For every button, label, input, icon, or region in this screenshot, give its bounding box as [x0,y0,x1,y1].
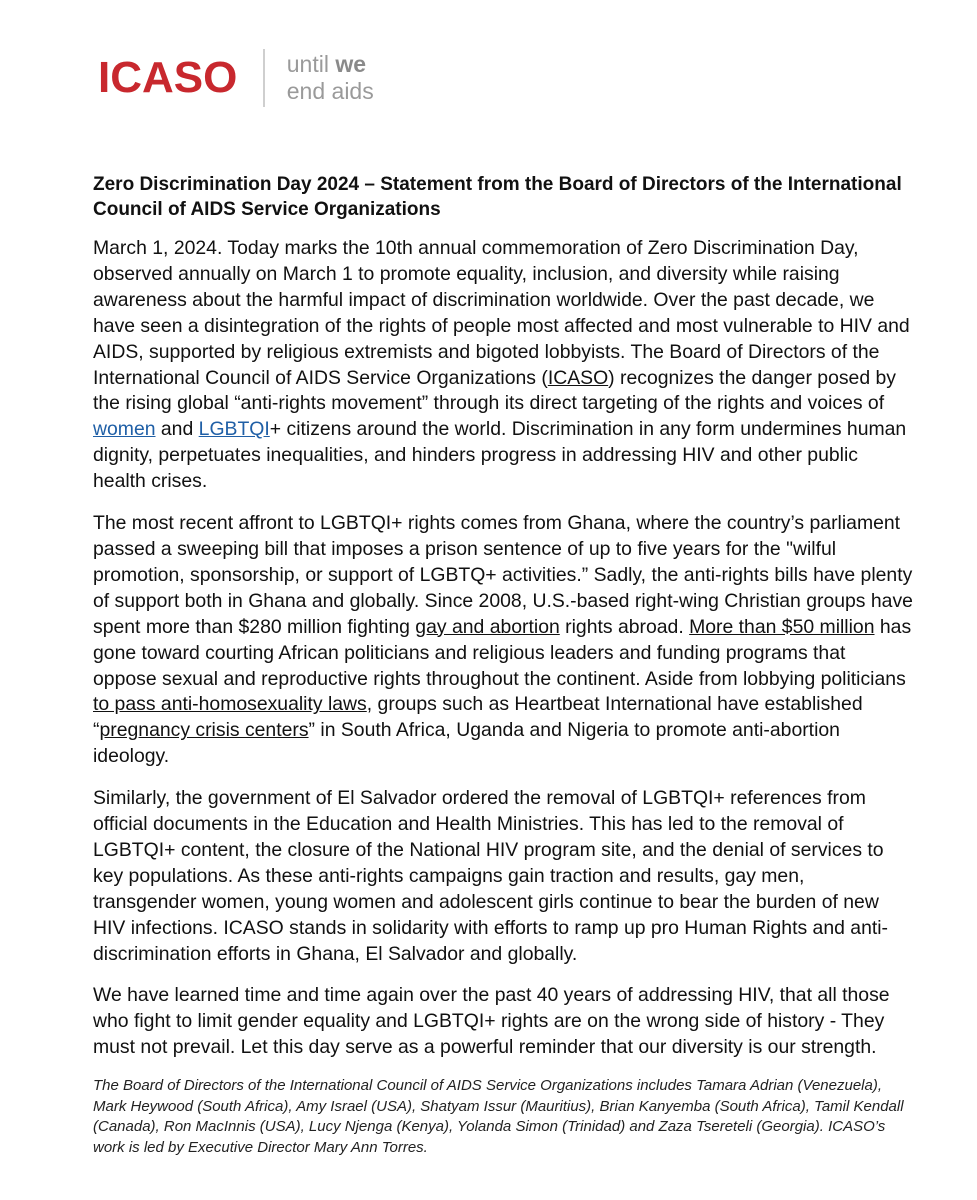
p1-text-2: ) recognizes the danger posed by the rising global “anti-rights movement” through its direct targeting of the rights and voices of [93,366,896,415]
p2-text-1: The most recent affront to LGBTQI+ rights comes from Ghana, where the country’s parliament passed a sweeping bill that imposes a prison sentence of up to five years for the "wilful promotion, sponsorship, or support of LGBTQ+ activities.” Sadly, the anti-rights bills have plenty of support both in Ghana and globally. Since 2008, U.S.-based right-wing Christian groups have spent more than $280 million fighting [93,512,913,638]
paragraph-2 [93,511,913,770]
logo-wordmark: ICASO [98,53,238,102]
link-gay-and-abortion[interactable]: gay and abortion [415,615,560,638]
icaso-logo [78,38,408,118]
paragraph-3: Similarly, the government of El Salvador ordered the removal of LGBTQI+ references from official documents in the Education and Health Ministries. This has led to the removal of LGBTQI+ content, the closure of the National HIV program site, and the denial of services to key populations. As these anti-rights campaigns gain traction and results, gay men, transgender women, young women and adolescent girls continue to bear the burden of new HIV infections. ICASO stands in solidarity with efforts to ramp up pro Human Rights and anti-discrimination efforts in Ghana, El Salvador and globally. [93,787,889,965]
statement-title: Zero Discrimination Day 2024 – Statement from the Board of Directors of the International Council of AIDS Service Organizations [93,174,902,220]
tagline-part-2: we [335,51,367,77]
logo-divider [263,49,264,107]
statement-body [93,236,913,1077]
link-pregnancy-crisis-centers[interactable]: pregnancy crisis centers [99,719,309,742]
tagline-part-1: until [286,51,336,77]
p2-text-5: ” in South Africa, Uganda and Nigeria to promote anti-abortion ideology. [93,719,840,768]
link-lgbtqi[interactable]: LGBTQI [198,418,270,441]
tagline-part-3: end aids [286,78,374,104]
p2-text-4: , groups such as Heartbeat International have established “ [93,693,863,742]
p2-text-3: has gone toward courting African politicians and religious leaders and funding programs that oppose sexual and reproductive rights throughout the continent. Aside from lobbying politicians [93,615,912,690]
p1-text-4: + citizens around the world. Discrimination in any form undermines human dignity, perpetuates inequalities, and hinders progress in addressing HIV and other public health crises. [93,418,907,493]
paragraph-1 [93,236,913,495]
p1-text-3: and [155,418,199,441]
link-more-than-50-million[interactable]: More than $50 million [689,615,875,638]
paragraph-4: We have learned time and time again over the past 40 years of addressing HIV, that all those who fight to limit gender equality and LGBTQI+ rights are on the wrong side of history - They must not prevail. Let this day serve as a powerful reminder that our diversity is our strength. [93,984,890,1059]
link-icaso[interactable]: ICASO [547,366,609,389]
p2-text-2: rights abroad. [559,615,690,638]
logo-tagline [287,51,408,105]
board-footnote: The Board of Directors of the International Council of AIDS Service Organizations includes Tamara Adrian (Venezuela), Mark Heywood (South Africa), Amy Israel (USA), Shatyam Issur (Mauritius), Brian Kanyemba (South Africa), Tamil Kendall (Canada), Ron MacInnis (USA), Lucy Njenga (Kenya), Yolanda Simon (Trinidad) and Zaza Tsereteli (Georgia). ICASO’s work is led by Executive Director Mary Ann Torres. [93,1077,904,1156]
link-women[interactable]: women [93,418,156,441]
p1-text-1: March 1, 2024. Today marks the 10th annual commemoration of Zero Discrimination Day, observed annually on March 1 to promote equality, inclusion, and diversity while raising awareness about the harmful impact of discrimination worldwide. Over the past decade, we have seen a disintegration of the rights of people most affected and most vulnerable to HIV and AIDS, supported by religious extremists and bigoted lobbyists. The Board of Directors of the International Council of AIDS Service Organizations ( [93,237,910,389]
link-anti-homosexuality-laws[interactable]: to pass anti-homosexuality laws [93,693,367,716]
